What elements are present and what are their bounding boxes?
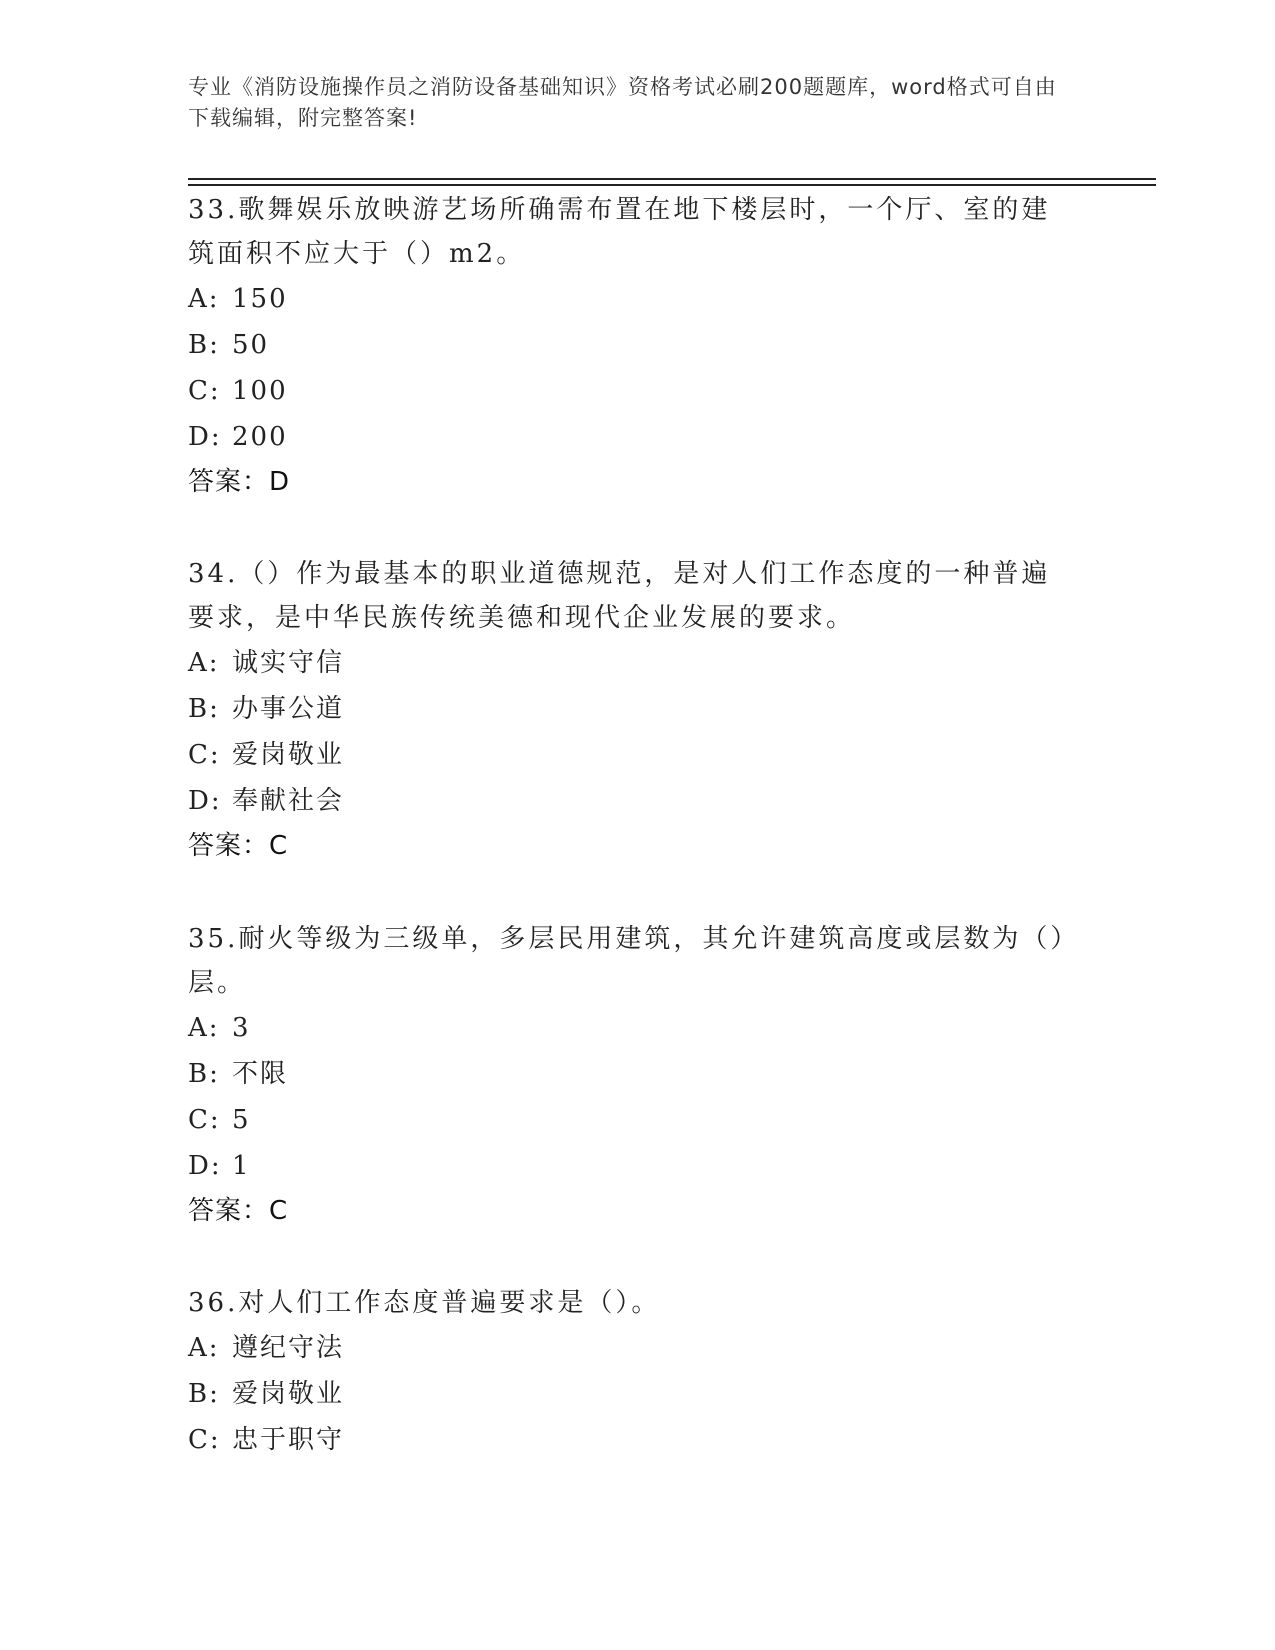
option-text: 遵纪守法 bbox=[232, 1333, 345, 1363]
option-c bbox=[188, 368, 1068, 414]
option-d bbox=[188, 778, 1068, 824]
option-letter: B: bbox=[188, 1379, 220, 1409]
option-text: 忠于职守 bbox=[232, 1425, 345, 1455]
question-stem: 36.对人们工作态度普遍要求是（）。 bbox=[188, 1288, 661, 1318]
option-text: 50 bbox=[232, 330, 270, 360]
question-35 bbox=[188, 917, 1068, 1233]
option-letter: C: bbox=[188, 376, 221, 406]
question-36 bbox=[188, 1281, 1068, 1463]
question-stem: 34.（）作为最基本的职业道德规范，是对人们工作态度的一种普遍要求，是中华民族传统美德和现代企业发展的要求。 bbox=[188, 559, 1051, 633]
option-text: 200 bbox=[232, 422, 288, 452]
answer-label: 答案：C bbox=[188, 1196, 289, 1226]
option-text: 100 bbox=[232, 376, 288, 406]
option-text: 奉献社会 bbox=[232, 786, 345, 816]
option-text: 150 bbox=[232, 284, 288, 314]
question-stem: 33.歌舞娱乐放映游艺场所确需布置在地下楼层时，一个厅、室的建筑面积不应大于（）m2。 bbox=[188, 195, 1051, 269]
answer-label: 答案：D bbox=[188, 467, 291, 497]
option-letter: C: bbox=[188, 1105, 221, 1135]
option-letter: A: bbox=[188, 284, 220, 314]
answer-label: 答案：C bbox=[188, 831, 289, 861]
question-33 bbox=[188, 188, 1068, 504]
option-text: 不限 bbox=[232, 1059, 289, 1089]
option-letter: D: bbox=[188, 422, 222, 452]
question-34 bbox=[188, 552, 1068, 868]
option-letter: D: bbox=[188, 1151, 222, 1181]
option-a bbox=[188, 276, 1068, 322]
option-a bbox=[188, 1005, 1068, 1051]
option-text: 5 bbox=[232, 1105, 251, 1135]
option-text: 1 bbox=[232, 1151, 251, 1181]
option-letter: A: bbox=[188, 1013, 220, 1043]
option-letter: B: bbox=[188, 694, 220, 724]
option-letter: A: bbox=[188, 1333, 220, 1363]
option-b bbox=[188, 1371, 1068, 1417]
option-text: 3 bbox=[232, 1013, 251, 1043]
option-c bbox=[188, 732, 1068, 778]
option-a bbox=[188, 640, 1068, 686]
question-stem: 35.耐火等级为三级单，多层民用建筑，其允许建筑高度或层数为（）层。 bbox=[188, 924, 1067, 998]
document-header: 专业《消防设施操作员之消防设备基础知识》资格考试必刷200题题库，word格式可自由下载编辑，附完整答案! bbox=[188, 75, 1057, 130]
option-letter: B: bbox=[188, 1059, 220, 1089]
option-text: 爱岗敬业 bbox=[232, 740, 345, 770]
option-letter: C: bbox=[188, 740, 221, 770]
option-b bbox=[188, 322, 1068, 368]
header-divider-top bbox=[188, 178, 1156, 180]
option-letter: D: bbox=[188, 786, 222, 816]
option-d bbox=[188, 414, 1068, 460]
option-text: 爱岗敬业 bbox=[232, 1379, 345, 1409]
option-letter: B: bbox=[188, 330, 220, 360]
option-b bbox=[188, 686, 1068, 732]
option-c bbox=[188, 1417, 1068, 1463]
option-text: 诚实守信 bbox=[232, 648, 345, 678]
option-letter: A: bbox=[188, 648, 220, 678]
option-b bbox=[188, 1051, 1068, 1097]
header-divider-bottom bbox=[188, 184, 1156, 186]
option-letter: C: bbox=[188, 1425, 221, 1455]
option-a bbox=[188, 1325, 1068, 1371]
option-text: 办事公道 bbox=[232, 694, 345, 724]
option-c bbox=[188, 1097, 1068, 1143]
option-d bbox=[188, 1143, 1068, 1189]
